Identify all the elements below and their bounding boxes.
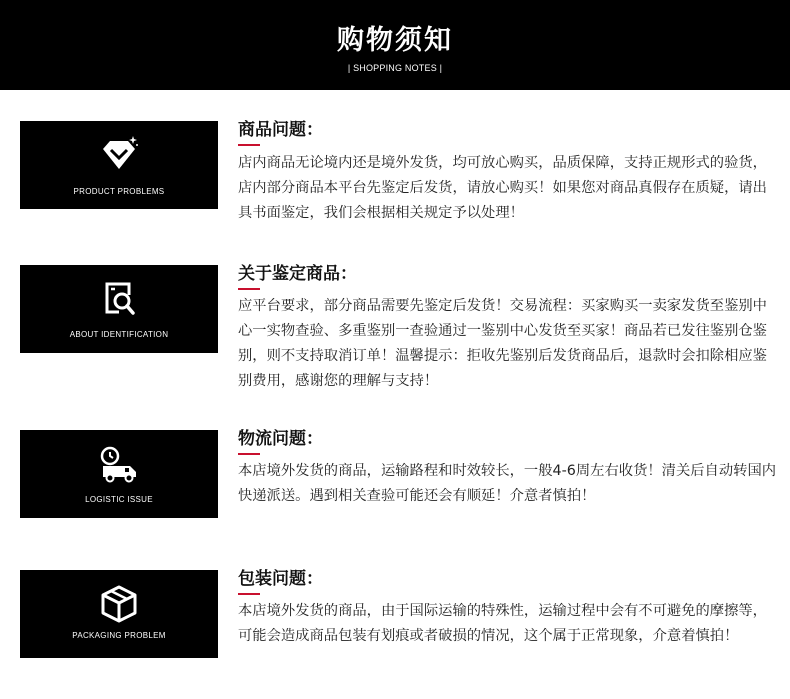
page-header <box>0 0 790 90</box>
section-body: 本店境外发货的商品，由于国际运输的特殊性，运输过程中会有不可避免的摩擦等，可能会造成商品包装有划痕或者破损的情况，这个属于正常现象，介意着慎拍！ <box>238 603 767 644</box>
section-heading: 关于鉴定商品： <box>238 264 357 284</box>
page-subtitle: | SHOPPING NOTES | <box>347 63 443 73</box>
heading-underline <box>238 453 260 455</box>
badge-logistic-issue <box>20 430 218 518</box>
section-body: 店内商品无论境内还是境外发货，均可放心购买，品质保障，支持正规形式的验货，店内部分商品本平台先鉴定后发货，请放心购买！如果您对商品真假存在质疑，请出具书面鉴定，我们会根据相关规定予以处理！ <box>238 155 767 221</box>
badge-about-identification <box>20 265 218 353</box>
section-body: 本店境外发货的商品，运输路程和时效较长，一般4-6周左右收货！清关后自动转国内快递派送。遇到相关查验可能还会有顺延！介意者慎拍！ <box>238 463 777 504</box>
heading-underline <box>238 593 260 595</box>
badge-caption: PRODUCT PROBLEMS <box>73 187 165 196</box>
badge-caption: ABOUT IDENTIFICATION <box>69 330 169 339</box>
badge-packaging-problem <box>20 570 218 658</box>
badge-caption: LOGISTIC ISSUE <box>85 495 153 504</box>
badge-product-problems <box>20 121 218 209</box>
heading-underline <box>238 144 260 146</box>
section-body: 应平台要求，部分商品需要先鉴定后发货！交易流程：买家购买一卖家发货至鉴别中心一实物查验、多重鉴别一查验通过一鉴别中心发货至买家！商品若已发往鉴别仓鉴别，则不支持取消订单！温馨提示：拒收先鉴别后发货商品后，退款时会扣除相应鉴别费用，感谢您的理解与支持！ <box>238 298 767 389</box>
magnifier-document-icon <box>99 279 139 319</box>
delivery-truck-clock-icon <box>99 446 139 486</box>
section-heading: 商品问题： <box>238 120 323 140</box>
page-title: 购物须知 <box>337 25 453 56</box>
package-box-icon <box>99 583 139 623</box>
heading-underline <box>238 288 260 290</box>
section-heading: 包装问题： <box>238 569 323 589</box>
section-heading: 物流问题： <box>238 429 323 449</box>
diamond-icon <box>99 135 139 175</box>
badge-caption: PACKAGING PROBLEM <box>72 631 166 640</box>
